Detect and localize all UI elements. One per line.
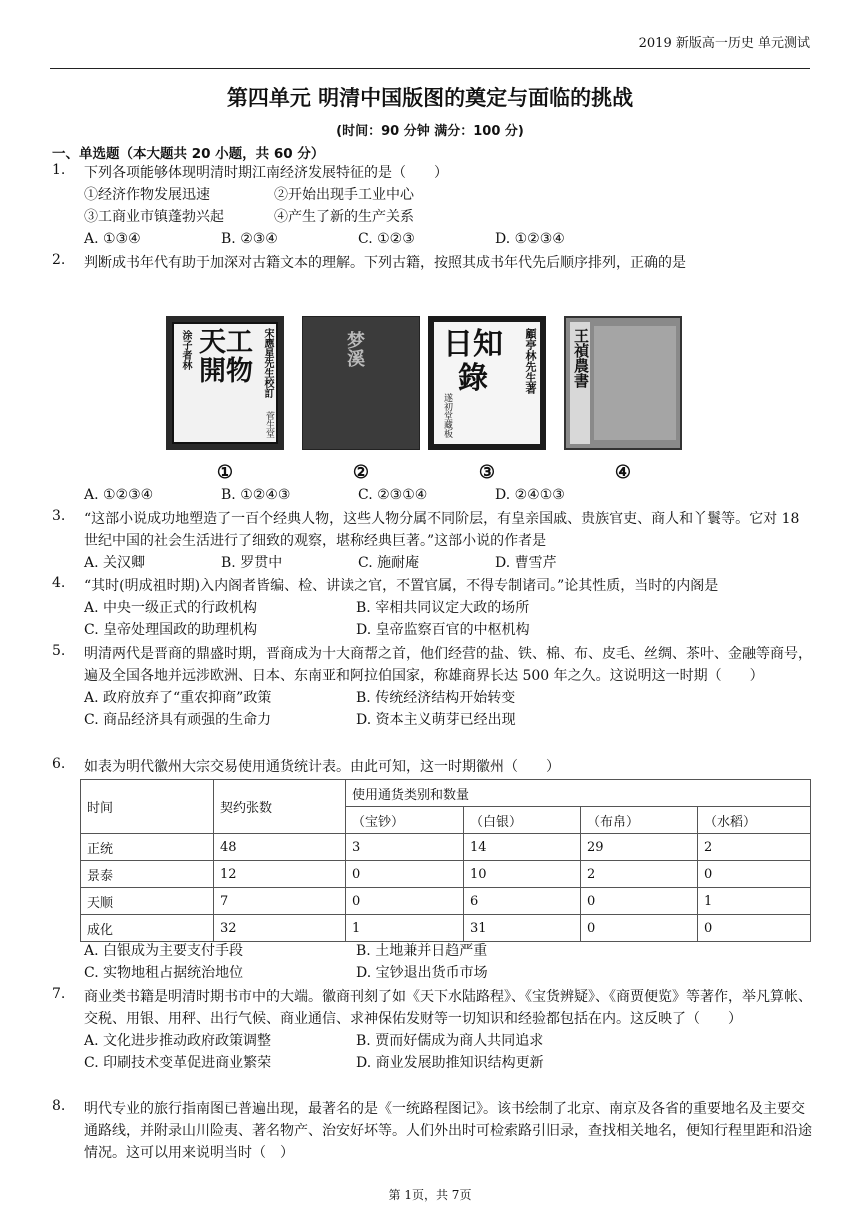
question-3 xyxy=(52,508,812,574)
option-c[interactable]: C. 施耐庵 xyxy=(358,555,420,571)
page-footer: 第 1页，共 7页 xyxy=(388,1188,472,1202)
question-stem: 明代专业的旅行指南图已普遍出现，最著名的是《一统路程图记》。该书绘制了北京、南京及各省的重要地名及主要交通路线，并附录山川险夷、著名物产、治安好坏等。人们外出时可检索路引旧录，查找相关地名，便知行程里距和沿途情况。这可以用来说明当时（ ） xyxy=(84,1101,812,1161)
option-b[interactable]: B. ②③④ xyxy=(221,231,278,247)
option-d[interactable]: D. ②④①③ xyxy=(495,487,565,503)
statement: ③工商业市镇蓬勃兴起 xyxy=(84,209,224,225)
table-cell: 7 xyxy=(214,888,346,915)
table-cell: 0 xyxy=(698,915,811,942)
figure-label: ③ xyxy=(478,462,496,483)
ancient-books-figure xyxy=(160,316,700,486)
table-cell: 成化 xyxy=(81,915,214,942)
currency-usage-table xyxy=(80,779,811,942)
option-list xyxy=(84,709,812,731)
option-a[interactable]: A. 政府放弃了“重农抑商”政策 xyxy=(84,690,272,706)
option-b[interactable]: B. ①②④③ xyxy=(221,487,291,503)
question-6 xyxy=(52,756,812,778)
table-subheader: （布帛） xyxy=(581,807,698,834)
figure-label: ② xyxy=(352,462,370,483)
option-b[interactable]: B. 贾而好儒成为商人共同追求 xyxy=(356,1033,544,1049)
table-cell: 32 xyxy=(214,915,346,942)
figure-label: ④ xyxy=(614,462,632,483)
table-cell: 10 xyxy=(464,861,581,888)
table-row xyxy=(81,915,811,942)
option-d[interactable]: D. 资本主义萌芽已经出现 xyxy=(356,712,516,728)
option-c[interactable]: C. 商品经济具有顽强的生命力 xyxy=(84,712,272,728)
option-d[interactable]: D. 宝钞退出货币市场 xyxy=(356,965,488,981)
option-d[interactable]: D. 曹雪芹 xyxy=(495,555,557,571)
book-cover-rizhilu xyxy=(428,316,546,450)
book-cover-mengxi xyxy=(302,316,420,450)
option-a[interactable]: A. ①③④ xyxy=(84,231,141,247)
question-stem: 下列各项能够体现明清时期江南经济发展特征的是（ ） xyxy=(84,165,448,181)
option-list xyxy=(84,619,812,641)
table-cell: 2 xyxy=(698,834,811,861)
option-a[interactable]: A. 中央一级正式的行政机构 xyxy=(84,600,258,616)
book-side-text: 顧亭林先生著 xyxy=(524,328,537,394)
table-cell: 天顺 xyxy=(81,888,214,915)
question-1 xyxy=(52,162,812,250)
statement-list xyxy=(84,184,812,206)
table-cell: 1 xyxy=(346,915,464,942)
option-c[interactable]: C. 印刷技术变革促进商业繁荣 xyxy=(84,1055,272,1071)
question-8 xyxy=(52,1098,812,1164)
option-a[interactable]: A. 文化进步推动政府政策调整 xyxy=(84,1033,272,1049)
question-stem: 商业类书籍是明清时期书市中的大端。徽商刊刻了如《天下水陆路程》、《宝货辨疑》、《商贾便览》等著作，举凡算帐、交税、用银、用秤、出行气候、商业通信、求神保佑发财等一切知识和经验都包括在内。这反映了（ ） xyxy=(84,989,812,1027)
question-number: 6. xyxy=(52,756,66,772)
question-number: 4. xyxy=(52,575,66,591)
table-subheader: （水稻） xyxy=(698,807,811,834)
option-list xyxy=(84,962,812,984)
option-a[interactable]: A. 白银成为主要支付手段 xyxy=(84,943,244,959)
option-list xyxy=(84,597,812,619)
page-header-label: 2019 新版高一历史 单元测试 xyxy=(638,36,810,51)
table-cell: 29 xyxy=(581,834,698,861)
question-number: 3. xyxy=(52,508,66,524)
book-cover-wangzhen-nongshu xyxy=(564,316,682,450)
table-cell: 48 xyxy=(214,834,346,861)
book-title: 梦溪 xyxy=(344,331,365,367)
option-b[interactable]: B. 土地兼并日趋严重 xyxy=(356,943,488,959)
table-subheader: （宝钞） xyxy=(346,807,464,834)
table-cell: 正统 xyxy=(81,834,214,861)
table-row xyxy=(81,888,811,915)
table-cell: 0 xyxy=(581,888,698,915)
option-c[interactable]: C. ②③①④ xyxy=(358,487,428,503)
table-header-contracts: 契约张数 xyxy=(214,780,346,834)
section-heading: 一、单选题（本大题共 20 小题，共 60 分） xyxy=(52,146,325,162)
option-c[interactable]: C. ①②③ xyxy=(358,231,415,247)
book-seal: 菅生堂 xyxy=(264,411,274,438)
question-stem: 判断成书年代有助于加深对古籍文本的理解。下列古籍，按照其成书年代先后顺序排列，正确的是 xyxy=(84,255,686,271)
table-cell: 0 xyxy=(698,861,811,888)
option-list xyxy=(84,484,812,506)
table-row xyxy=(81,861,811,888)
table-cell: 12 xyxy=(214,861,346,888)
table-cell: 0 xyxy=(346,861,464,888)
table-cell: 2 xyxy=(581,861,698,888)
table-subheader: （白银） xyxy=(464,807,581,834)
question-stem: “这部小说成功地塑造了一百个经典人物，这些人物分属不同阶层，有皇亲国戚、贵族官吏、商人和丫鬟等。它对 18 世纪中国的社会生活进行了细致的观察，堪称经典巨著。”这部小说的作者是 xyxy=(84,511,800,549)
table-cell: 0 xyxy=(346,888,464,915)
book-cover-tiangong-kaiwu xyxy=(166,316,284,450)
statement: ①经济作物发展迅速 xyxy=(84,187,210,203)
option-d[interactable]: D. 商业发展助推知识结构更新 xyxy=(356,1055,544,1071)
option-a[interactable]: A. 关汉卿 xyxy=(84,555,146,571)
question-stem: “其时(明成祖时期)入内阁者皆编、检、讲读之官，不置官属，不得专制诸司。”论其性质，当时的内阁是 xyxy=(84,578,719,594)
book-side-text: 涂子者林 xyxy=(180,330,191,370)
statement-list xyxy=(84,206,812,228)
header-divider xyxy=(50,68,810,69)
book-title: 天工開物 xyxy=(199,327,253,387)
question-number: 1. xyxy=(52,162,66,178)
table-cell: 6 xyxy=(464,888,581,915)
table-header-currency: 使用通货类别和数量 xyxy=(346,780,811,807)
table-cell: 1 xyxy=(698,888,811,915)
option-b[interactable]: B. 罗贯中 xyxy=(221,555,283,571)
exam-info: (时间：90 分钟 满分：100 分) xyxy=(336,124,524,139)
table-cell: 3 xyxy=(346,834,464,861)
question-number: 8. xyxy=(52,1098,66,1114)
book-title: 王禎農書 xyxy=(572,328,590,388)
table-cell: 14 xyxy=(464,834,581,861)
book-side-text: 宋應星先生校訂 xyxy=(262,328,273,398)
option-c[interactable]: C. 实物地租占据统治地位 xyxy=(84,965,244,981)
option-list xyxy=(84,1030,812,1052)
question-number: 2. xyxy=(52,252,66,268)
table-cell: 0 xyxy=(581,915,698,942)
option-b[interactable]: B. 传统经济结构开始转变 xyxy=(356,690,516,706)
table-cell: 景泰 xyxy=(81,861,214,888)
question-7 xyxy=(52,986,812,1074)
option-b[interactable]: B. 宰相共同议定大政的场所 xyxy=(356,600,530,616)
option-d[interactable]: D. ①②③④ xyxy=(495,231,565,247)
statement: ④产生了新的生产关系 xyxy=(274,209,414,225)
question-stem: 明清两代是晋商的鼎盛时期，晋商成为十大商帮之首，他们经营的盐、铁、棉、布、皮毛、丝绸、茶叶、金融等商号，遍及全国各地并远涉欧洲、日本、东南亚和阿拉伯国家，称雄商界长达 500 年之久。这说明这一时期（ ） xyxy=(84,646,812,684)
table-cell: 31 xyxy=(464,915,581,942)
question-stem: 如表为明代徽州大宗交易使用通货统计表。由此可知，这一时期徽州（ ） xyxy=(84,759,560,775)
question-6-options xyxy=(52,940,812,984)
question-4 xyxy=(52,575,812,641)
question-5 xyxy=(52,643,812,731)
table-row xyxy=(81,834,811,861)
question-2-options xyxy=(52,484,812,506)
option-list xyxy=(84,552,812,574)
book-side-text: 遂初堂藏板 xyxy=(442,393,452,438)
option-list xyxy=(84,228,812,250)
page-title: 第四单元 明清中国版图的奠定与面临的挑战 xyxy=(226,86,634,110)
question-number: 5. xyxy=(52,643,66,659)
option-list xyxy=(84,940,812,962)
question-2 xyxy=(52,252,812,274)
option-a[interactable]: A. ①②③④ xyxy=(84,487,154,503)
option-list xyxy=(84,1052,812,1074)
option-list xyxy=(84,687,812,709)
figure-label: ① xyxy=(216,462,234,483)
book-title: 日知錄 xyxy=(443,327,503,396)
option-c[interactable]: C. 皇帝处理国政的助理机构 xyxy=(84,622,258,638)
table-header-time: 时间 xyxy=(81,780,214,834)
option-d[interactable]: D. 皇帝监察百官的中枢机构 xyxy=(356,622,530,638)
statement: ②开始出现手工业中心 xyxy=(274,187,414,203)
question-number: 7. xyxy=(52,986,66,1002)
